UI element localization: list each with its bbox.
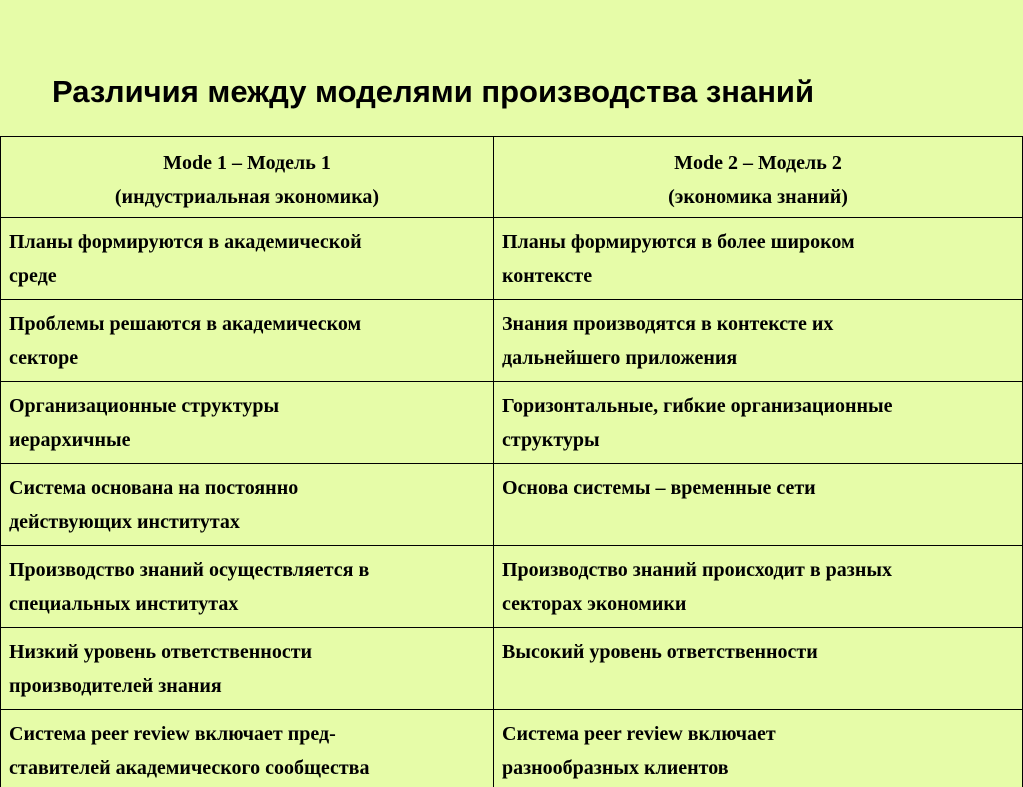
cell-mode-1 xyxy=(1,546,494,628)
cell-text-line: иерархичные xyxy=(9,429,131,451)
header-mode-2-subtitle: (экономика знаний) xyxy=(668,186,848,208)
cell-mode-2 xyxy=(494,710,1023,787)
cell-text-line: Производство знаний происходит в разных xyxy=(502,559,892,581)
cell-mode-1 xyxy=(1,628,494,710)
header-mode-1 xyxy=(1,137,494,218)
cell-text-line: Основа системы – временные сети xyxy=(502,477,816,499)
cell-text-line: Планы формируются в более широком xyxy=(502,231,855,253)
cell-mode-1 xyxy=(1,710,494,787)
cell-text-line: производителей знания xyxy=(9,675,222,697)
cell-mode-1 xyxy=(1,218,494,300)
cell-text-line: дальнейшего приложения xyxy=(502,347,738,369)
cell-text-line: секторах экономики xyxy=(502,593,687,615)
slide-title: Различия между моделями производства знаний xyxy=(52,74,815,109)
cell-text-line: среде xyxy=(9,265,57,287)
cell-text-line: структуры xyxy=(502,429,600,451)
cell-mode-1 xyxy=(1,464,494,546)
header-mode-1-title: Mode 1 – Модель 1 xyxy=(163,152,331,174)
table-row xyxy=(1,300,1023,382)
cell-text-line: разнообразных клиентов xyxy=(502,757,729,779)
cell-mode-2 xyxy=(494,300,1023,382)
cell-text-line: Знания производятся в контексте их xyxy=(502,313,834,335)
cell-text-line: Производство знаний осуществляется в xyxy=(9,559,370,581)
cell-mode-2 xyxy=(494,218,1023,300)
cell-text-line: Низкий уровень ответственности xyxy=(9,641,313,663)
cell-text-line: Система peer review включает xyxy=(502,723,776,745)
cell-text-line: Высокий уровень ответственности xyxy=(502,641,818,663)
cell-text-line: Планы формируются в академической xyxy=(9,231,362,253)
cell-mode-2 xyxy=(494,546,1023,628)
cell-text-line: Система peer review включает пред- xyxy=(9,723,336,745)
cell-mode-1 xyxy=(1,300,494,382)
table-row xyxy=(1,464,1023,546)
cell-text-line: Горизонтальные, гибкие организационные xyxy=(502,395,893,417)
cell-text-line: ставителей академического сообщества xyxy=(9,757,370,779)
cell-text-line: Организационные структуры xyxy=(9,395,280,417)
table-row xyxy=(1,382,1023,464)
table-row xyxy=(1,710,1023,787)
cell-mode-2 xyxy=(494,464,1023,546)
comparison-table xyxy=(0,136,1023,787)
header-mode-2 xyxy=(494,137,1023,218)
cell-text-line: Проблемы решаются в академическом xyxy=(9,313,362,335)
table-row xyxy=(1,628,1023,710)
cell-mode-2 xyxy=(494,382,1023,464)
table-row xyxy=(1,546,1023,628)
cell-text-line: контексте xyxy=(502,265,593,287)
table-header-row xyxy=(1,137,1023,218)
cell-mode-2 xyxy=(494,628,1023,710)
cell-text-line: специальных институтах xyxy=(9,593,239,615)
header-mode-2-title: Mode 2 – Модель 2 xyxy=(674,152,842,174)
cell-text-line: действующих институтах xyxy=(9,511,240,533)
cell-mode-1 xyxy=(1,382,494,464)
header-mode-1-subtitle: (индустриальная экономика) xyxy=(114,186,380,208)
table-row xyxy=(1,218,1023,300)
cell-text-line: секторе xyxy=(9,347,79,369)
cell-text-line: Система основана на постоянно xyxy=(9,477,299,499)
